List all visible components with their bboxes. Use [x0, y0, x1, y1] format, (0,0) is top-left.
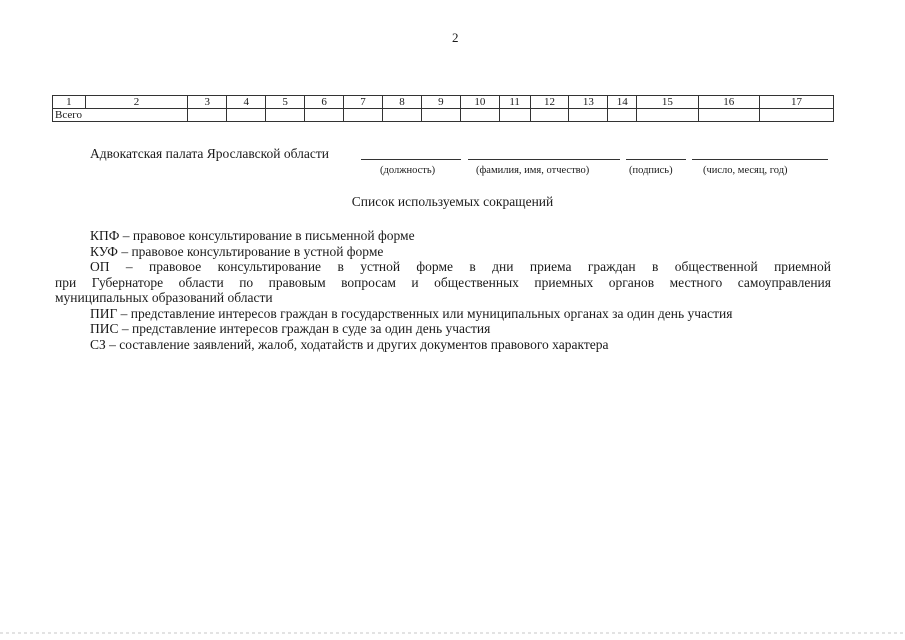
table-cell — [499, 109, 530, 122]
table-header-cell: 17 — [760, 96, 834, 109]
table-header-cell: 15 — [637, 96, 698, 109]
name-signature-line — [468, 159, 620, 160]
scan-edge-artifact — [0, 632, 905, 634]
table-header-cell: 3 — [188, 96, 227, 109]
table-header-cell: 12 — [530, 96, 569, 109]
table-cell — [421, 109, 460, 122]
table-cell — [637, 109, 698, 122]
abbreviation-pig: ПИГ – представление интересов граждан в государственных или муниципальных органах за один день участия — [90, 305, 733, 321]
table-cell — [698, 109, 759, 122]
table-header-cell: 1 — [53, 96, 86, 109]
table-cell — [530, 109, 569, 122]
abbreviation-op-line1: ОП – правовое консультирование в устной форме в дни приема граждан в общественной приемной — [90, 259, 831, 274]
position-signature-line — [361, 159, 461, 160]
table-header-cell: 13 — [569, 96, 608, 109]
table-cell — [188, 109, 227, 122]
table-cell — [382, 109, 421, 122]
table-header-cell: 9 — [421, 96, 460, 109]
table-cell — [305, 109, 344, 122]
abbreviation-op-line2: при Губернаторе области по правовым вопросам и общественных приемных органов местного самоуправления — [55, 274, 831, 290]
table-cell — [760, 109, 834, 122]
table-header-cell: 11 — [499, 96, 530, 109]
abbreviation-sz: СЗ – составление заявлений, жалоб, ходатайств и других документов правового характера — [90, 336, 609, 352]
table-header-cell: 16 — [698, 96, 759, 109]
table-cell — [227, 109, 266, 122]
table-header-cell: 6 — [305, 96, 344, 109]
table-header-cell: 7 — [344, 96, 383, 109]
abbreviations-list — [55, 228, 831, 352]
table-total-row — [53, 109, 834, 122]
table-cell — [569, 109, 608, 122]
abbreviation-kpf: КПФ – правовое консультирование в письменной форме — [90, 228, 415, 243]
page-number: 2 — [452, 30, 459, 45]
signature-line — [626, 159, 686, 160]
organization-name: Адвокатская палата Ярославской области — [90, 146, 329, 161]
table-header-cell: 5 — [266, 96, 305, 109]
abbreviation-op-line3: муниципальных образований области — [55, 290, 273, 305]
table-header-cell: 14 — [608, 96, 637, 109]
name-caption: (фамилия, имя, отчество) — [476, 165, 590, 176]
table-header-cell: 8 — [382, 96, 421, 109]
date-caption: (число, месяц, год) — [703, 165, 788, 176]
table-cell — [608, 109, 637, 122]
date-signature-line — [692, 159, 828, 160]
abbreviation-pis: ПИС – представление интересов граждан в суде за один день участия — [90, 321, 491, 336]
table-cell — [460, 109, 499, 122]
position-caption: (должность) — [380, 165, 436, 176]
report-table — [52, 95, 834, 122]
signature-caption: (подпись) — [629, 165, 673, 176]
table-cell — [266, 109, 305, 122]
table-header-row — [53, 96, 834, 109]
abbreviations-title: Список используемых сокращений — [351, 194, 554, 209]
table-header-cell: 2 — [85, 96, 187, 109]
table-header-cell: 4 — [227, 96, 266, 109]
total-row-label: Всего — [53, 109, 188, 122]
abbreviation-kuf: КУФ – правовое консультирование в устной форме — [90, 243, 384, 259]
table-cell — [344, 109, 383, 122]
table-header-cell: 10 — [460, 96, 499, 109]
